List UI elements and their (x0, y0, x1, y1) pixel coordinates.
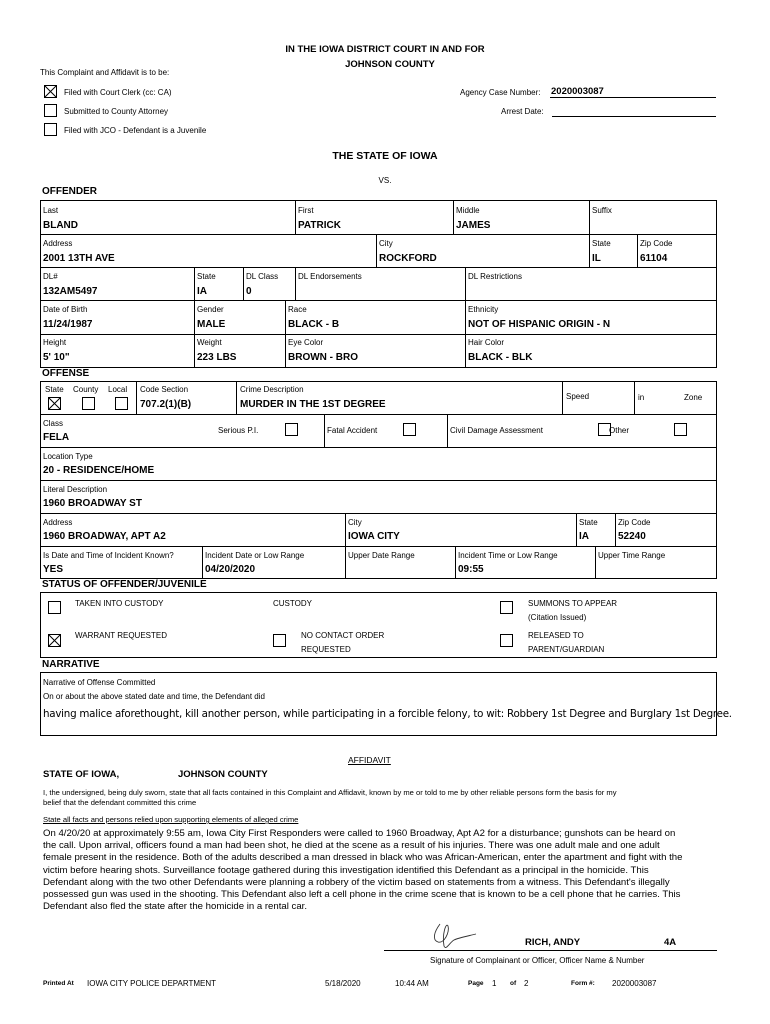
no-contact-order-checkbox[interactable] (273, 634, 286, 647)
print-time: 10:44 AM (395, 979, 429, 988)
date-known-value: YES (43, 564, 64, 575)
dl-state-value: IA (197, 286, 207, 297)
facts-line: Defendant along with the two other Defendants were planning a robbery of the victim based on statements from a witness. This Defendant's illegally (43, 876, 670, 888)
filed-court-clerk-label: Filed with Court Clerk (cc: CA) (64, 88, 172, 97)
filed-jco-checkbox[interactable] (44, 123, 57, 136)
crime-description-value: MURDER IN THE 1ST DEGREE (240, 399, 386, 410)
last-name-value: BLAND (43, 220, 78, 231)
gender-value: MALE (197, 319, 226, 330)
eye-color-label: Eye Color (288, 338, 324, 347)
class-label: Class (43, 419, 64, 428)
address-label: Address (43, 239, 73, 248)
check-x-icon (49, 398, 60, 409)
incident-time-value: 09:55 (458, 564, 484, 575)
filed-court-clerk-checkbox[interactable] (44, 85, 57, 98)
print-date: 5/18/2020 (325, 979, 361, 988)
facts-line: the call. Upon arrival, officers found a man had been shot, he died at the scene as a result of his injuries. There was one adult male and one adult (43, 840, 660, 852)
height-label: Height (43, 338, 67, 347)
incident-address-value: 1960 BROADWAY, APT A2 (43, 531, 166, 542)
agency-case-value: 2020003087 (551, 86, 604, 97)
facts-paragraph (43, 828, 723, 913)
in-label: in (638, 393, 645, 402)
local-code-checkbox[interactable] (115, 397, 128, 410)
incident-date-label: Incident Date or Low Range (205, 551, 305, 560)
state-label: State (592, 239, 611, 248)
suffix-label: Suffix (592, 206, 612, 215)
released-label: RELEASED TO (528, 631, 584, 640)
status-section-title: STATUS OF OFFENDER/JUVENILE (42, 579, 207, 590)
dl-number-value: 132AM5497 (43, 286, 98, 297)
citation-issued-label: (Citation Issued) (528, 613, 587, 622)
check-x-icon (45, 86, 56, 97)
dl-restrictions-label: DL Restrictions (468, 272, 522, 281)
arrest-date-label: Arrest Date: (501, 107, 544, 116)
agency-case-underline (550, 97, 716, 98)
serious-pi-checkbox[interactable] (285, 423, 298, 436)
narrative-label: Narrative of Offense Committed (43, 678, 156, 687)
arrest-date-underline (552, 116, 716, 117)
dl-state-label: State (197, 272, 216, 281)
code-section-value: 707.2(1)(B) (140, 399, 192, 410)
taken-into-custody-checkbox[interactable] (48, 601, 61, 614)
crime-description-label: Crime Description (240, 385, 304, 394)
signature-line (384, 950, 717, 951)
height-value: 5' 10" (43, 352, 70, 363)
speed-label: Speed (566, 392, 590, 401)
zip-value: 61104 (640, 253, 668, 264)
incident-date-value: 04/20/2020 (205, 564, 256, 575)
hair-color-value: BLACK - BLK (468, 352, 533, 363)
local-code-label: Local (108, 385, 128, 394)
ethnicity-label: Ethnicity (468, 305, 499, 314)
officer-number: 4A (664, 937, 677, 948)
zip-label: Zip Code (640, 239, 673, 248)
offense-section-title: OFFENSE (42, 368, 90, 379)
class-value: FELA (43, 432, 70, 443)
state-value: IL (592, 253, 601, 264)
officer-name: RICH, ANDY (525, 937, 581, 948)
weight-label: Weight (197, 338, 222, 347)
middle-name-value: JAMES (456, 220, 491, 231)
warrant-requested-label: WARRANT REQUESTED (75, 631, 168, 640)
civil-damage-label: Civil Damage Assessment (450, 426, 543, 435)
first-name-label: First (298, 206, 314, 215)
fatal-accident-label: Fatal Accident (327, 426, 378, 435)
incident-time-label: Incident Time or Low Range (458, 551, 558, 560)
serious-pi-label: Serious P.I. (218, 426, 259, 435)
custody-label: CUSTODY (273, 599, 312, 608)
literal-description-value: 1960 BROADWAY ST (43, 498, 142, 509)
incident-zip-value: 52240 (618, 531, 646, 542)
offender-box (40, 200, 717, 368)
facts-line: victim before hearing shots. Surveillance footage gathered during this investigation identified this Defendant as a principal in the homicide. This (43, 864, 649, 876)
officer-signature (428, 918, 480, 952)
race-value: BLACK - B (288, 319, 340, 330)
total-pages: 2 (524, 979, 529, 988)
incident-state-label: State (579, 518, 598, 527)
printed-at-label: Printed At (43, 980, 74, 987)
affidavit-state: STATE OF IOWA, (43, 769, 120, 780)
narrative-text: having malice aforethought, kill another person, while participating in a forcible felony, to wit: Robbery 1st Degree and Burglary 1st Degree. (43, 708, 732, 720)
facts-line: On 4/20/20 at approximately 9:55 am, Iowa City First Responders were called to 1960 Broadway, Apt A2 for a disturbance; gunshots can be heard on (43, 828, 676, 839)
court-title-line1: IN THE IOWA DISTRICT COURT IN AND FOR (285, 44, 485, 55)
county-code-label: County (73, 385, 99, 394)
other-checkbox[interactable] (674, 423, 687, 436)
form-label: Form #: (571, 980, 595, 987)
location-type-label: Location Type (43, 452, 93, 461)
state-of-iowa-title: THE STATE OF IOWA (332, 150, 438, 162)
parent-guardian-label: PARENT/GUARDIAN (528, 645, 605, 654)
upper-time-label: Upper Time Range (598, 551, 666, 560)
state-code-label: State (45, 385, 64, 394)
eye-color-value: BROWN - BRO (288, 352, 358, 363)
incident-city-value: IOWA CITY (348, 531, 400, 542)
vs-label: VS. (378, 176, 392, 185)
printed-at-value: IOWA CITY POLICE DEPARTMENT (87, 979, 217, 988)
released-checkbox[interactable] (500, 634, 513, 647)
summons-label: SUMMONS TO APPEAR (528, 599, 618, 608)
county-code-checkbox[interactable] (82, 397, 95, 410)
dl-number-label: DL# (43, 272, 58, 281)
dl-class-label: DL Class (246, 272, 279, 281)
facts-line: female present in the residence. Both of the adults described a man dressed in black who was African-American, enter the apartment and fight with the (43, 852, 683, 864)
filed-jco-label: Filed with JCO - Defendant is a Juvenile (64, 126, 207, 135)
code-section-label: Code Section (140, 385, 189, 394)
taken-into-custody-label: TAKEN INTO CUSTODY (75, 599, 164, 608)
first-name-value: PATRICK (298, 220, 341, 231)
submitted-county-attorney-label: Submitted to County Attorney (64, 107, 169, 116)
fatal-accident-checkbox[interactable] (403, 423, 416, 436)
date-known-label: Is Date and Time of Incident Known? (43, 551, 174, 560)
incident-address-label: Address (43, 518, 73, 527)
submitted-county-attorney-checkbox[interactable] (44, 104, 57, 117)
upper-date-label: Upper Date Range (348, 551, 415, 560)
location-type-value: 20 - RESIDENCE/HOME (43, 465, 155, 476)
summons-checkbox[interactable] (500, 601, 513, 614)
address-value: 2001 13TH AVE (43, 253, 115, 264)
dob-value: 11/24/1987 (43, 319, 93, 330)
other-label: Other (609, 426, 630, 435)
affidavit-title: AFFIDAVIT (348, 755, 391, 765)
city-value: ROCKFORD (379, 253, 437, 264)
middle-name-label: Middle (456, 206, 480, 215)
incident-zip-label: Zip Code (618, 518, 651, 527)
oath-line1: I, the undersigned, being duly sworn, state that all facts contained in this Complaint and Affidavit, known by me or told to me by other reliable persons form the basis for my (43, 788, 617, 797)
warrant-requested-checkbox[interactable] (48, 634, 61, 647)
hair-color-label: Hair Color (468, 338, 505, 347)
dl-class-value: 0 (246, 286, 252, 297)
page-number: 1 (492, 979, 497, 988)
incident-city-label: City (348, 518, 362, 527)
court-title-line2: JOHNSON COUNTY (345, 59, 435, 70)
no-contact-requested-label: REQUESTED (301, 645, 351, 654)
ethnicity-value: NOT OF HISPANIC ORIGIN - N (468, 319, 611, 330)
weight-value: 223 LBS (197, 352, 237, 363)
incident-state-value: IA (579, 531, 589, 542)
state-code-checkbox[interactable] (48, 397, 61, 410)
city-label: City (379, 239, 393, 248)
narrative-section-title: NARRATIVE (42, 659, 100, 670)
dob-label: Date of Birth (43, 305, 88, 314)
of-label: of (510, 980, 517, 987)
narrative-lead: On or about the above stated date and time, the Defendant did (43, 692, 265, 701)
page-label: Page (468, 980, 484, 987)
check-x-icon (49, 635, 60, 646)
agency-case-label: Agency Case Number: (460, 88, 541, 97)
last-name-label: Last (43, 206, 59, 215)
complaint-intro: This Complaint and Affidavit is to be: (40, 68, 170, 77)
literal-description-label: Literal Description (43, 485, 108, 494)
facts-line: possessed gun was used in the shooting. This Defendant also left a cell phone in the crime scene that is known to be a cell phone that he carries. This (43, 889, 681, 901)
no-contact-order-label: NO CONTACT ORDER (301, 631, 385, 640)
dl-endorsements-label: DL Endorsements (298, 272, 362, 281)
signature-label: Signature of Complainant or Officer, Officer Name & Number (430, 956, 645, 965)
facts-line: Defendant also fled the state after the homicide in a rental car. (43, 901, 307, 913)
race-label: Race (288, 305, 307, 314)
affidavit-county: JOHNSON COUNTY (178, 769, 268, 780)
form-number: 2020003087 (612, 979, 657, 988)
offender-section-title: OFFENDER (42, 186, 97, 197)
gender-label: Gender (197, 305, 224, 314)
oath-line2: belief that the defendant committed this crime (43, 798, 197, 807)
facts-label: State all facts and persons relied upon supporting elements of alleged crime (43, 815, 299, 824)
zone-label: Zone (684, 393, 703, 402)
